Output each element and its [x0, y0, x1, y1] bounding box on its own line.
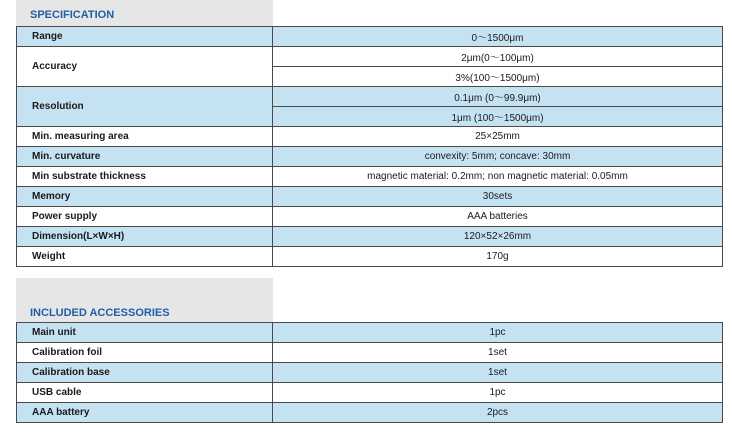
spec-value: 120×52×26mm: [273, 227, 723, 247]
spec-value: magnetic material: 0.2mm; non magnetic material: 0.05mm: [273, 167, 723, 187]
spec-label: Min. measuring area: [17, 127, 273, 147]
spec-row-range: [17, 27, 723, 47]
spec-row-min-curvature: [17, 147, 723, 167]
spec-label: Resolution: [17, 87, 273, 127]
accessory-quantity: 1set: [273, 363, 723, 383]
spec-label: Power supply: [17, 207, 273, 227]
accessory-label: Calibration foil: [17, 343, 273, 363]
spec-label: Dimension(L×W×H): [17, 227, 273, 247]
spec-value: 3%(100～1500μm): [273, 67, 723, 87]
spec-row-memory: [17, 187, 723, 207]
spec-value: 2μm(0～100μm): [273, 47, 723, 67]
spec-row-min-area: [17, 127, 723, 147]
accessory-quantity: 1pc: [273, 383, 723, 403]
spec-value: 1μm (100～1500μm): [273, 107, 723, 127]
accessory-quantity: 1set: [273, 343, 723, 363]
spec-value: 30sets: [273, 187, 723, 207]
spec-value: convexity: 5mm; concave: 30mm: [273, 147, 723, 167]
accessory-label: USB cable: [17, 383, 273, 403]
spec-value: 170g: [273, 247, 723, 267]
spec-label: Min substrate thickness: [17, 167, 273, 187]
spec-row-resolution: [17, 87, 723, 107]
spec-row-dimension: [17, 227, 723, 247]
spec-label: Memory: [17, 187, 273, 207]
accessory-row-calibration-base: [17, 363, 723, 383]
specification-table: [16, 26, 723, 267]
spec-row-power-supply: [17, 207, 723, 227]
accessory-row-main-unit: [17, 323, 723, 343]
accessory-row-aaa-battery: [17, 403, 723, 423]
accessory-quantity: 2pcs: [273, 403, 723, 423]
spec-value: 25×25mm: [273, 127, 723, 147]
spec-value: 0.1μm (0～99.9μm): [273, 87, 723, 107]
accessory-label: Calibration base: [17, 363, 273, 383]
spec-label: Accuracy: [17, 47, 273, 87]
accessories-heading: INCLUDED ACCESSORIES: [16, 278, 273, 322]
accessory-label: Main unit: [17, 323, 273, 343]
spec-value: AAA batteries: [273, 207, 723, 227]
spec-row-min-substrate: [17, 167, 723, 187]
spec-row-accuracy: [17, 47, 723, 67]
spec-value: 0～1500μm: [273, 27, 723, 47]
spec-label: Weight: [17, 247, 273, 267]
specification-heading: SPECIFICATION: [16, 0, 273, 26]
spec-label: Range: [17, 27, 273, 47]
spec-row-weight: [17, 247, 723, 267]
accessories-table: [16, 322, 723, 423]
spec-label: Min. curvature: [17, 147, 273, 167]
accessory-row-calibration-foil: [17, 343, 723, 363]
accessory-label: AAA battery: [17, 403, 273, 423]
accessory-quantity: 1pc: [273, 323, 723, 343]
accessory-row-usb-cable: [17, 383, 723, 403]
